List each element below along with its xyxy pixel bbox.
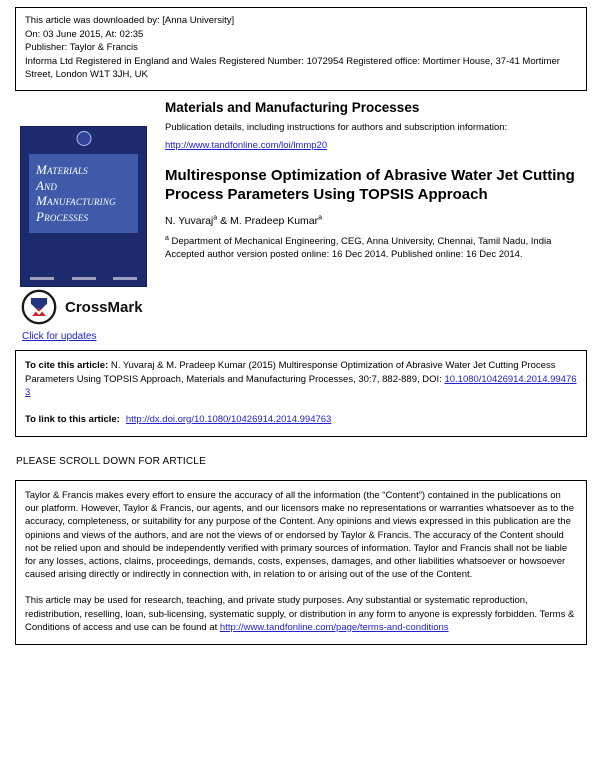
cite-label: To cite this article:	[25, 360, 109, 371]
article-authors	[165, 215, 587, 227]
publication-history: Accepted author version posted online: 16 Dec 2014. Published online: 16 Dec 2014.	[165, 248, 523, 260]
taylor-francis-logo-icon	[76, 131, 91, 146]
crossmark-icon	[21, 289, 57, 325]
cover-footer-bar	[72, 277, 96, 280]
cover-title-line: Materials	[36, 162, 88, 177]
download-datetime-line: On: 03 June 2015, At: 02:35	[25, 28, 144, 40]
cover-footer-bar	[30, 277, 54, 280]
scroll-down-notice: PLEASE SCROLL DOWN FOR ARTICLE	[16, 456, 206, 467]
usage-terms-text: This article may be used for research, teaching, and private study purposes. Any substantial or systematic reproduction, redistribution, reselling, loan, sub-licensing, systematic supply, or distribution in any form to anyone is expressly forbidden. Terms & Conditions of access and use can be found at	[25, 595, 575, 633]
usage-terms-paragraph	[25, 594, 577, 634]
publisher-line: Publisher: Taylor & Francis	[25, 42, 138, 53]
journal-cover-title-panel	[29, 154, 138, 233]
affiliation-marker: a	[165, 234, 169, 242]
download-notice-box	[15, 7, 587, 91]
journal-info-section	[165, 100, 587, 261]
cite-paragraph	[25, 359, 577, 400]
article-url-link[interactable]: http://dx.doi.org/10.1080/10426914.2014.994763	[125, 413, 332, 425]
cover-title-line: Manufacturing	[36, 193, 116, 208]
disclaimer-box	[15, 480, 587, 645]
click-for-updates-link[interactable]: Click for updates	[22, 331, 97, 342]
cover-footer-bar	[113, 277, 137, 280]
link-label: To link to this article:	[25, 413, 120, 425]
crossmark-badge[interactable]	[21, 289, 143, 325]
terms-and-conditions-link[interactable]: http://www.tandfonline.com/page/terms-and-conditions	[219, 621, 449, 633]
crossmark-wordmark: CrossMark	[65, 298, 143, 316]
author-separator: &	[217, 214, 230, 227]
journal-homepage-link[interactable]: http://www.tandfonline.com/loi/lmmp20	[165, 139, 328, 151]
affiliation-text: Department of Mechanical Engineering, CEG, Anna University, Chennai, Tamil Nadu, India	[168, 235, 552, 247]
registration-line: Informa Ltd Registered in England and Wales Registered Number: 1072954 Registered office: Mortimer House, 37-41 Mortimer Street, London W1T 3JH, UK	[25, 55, 560, 80]
cite-text: N. Yuvaraj & M. Pradeep Kumar (2015) Multiresponse Optimization of Abrasive Water Jet Cutting Process Parameters Using TOPSIS Approach, Materials and Manufacturing Processes, 30:7, 882-889, DOI:	[25, 360, 556, 385]
downloaded-by-line: This article was downloaded by: [Anna University]	[25, 15, 235, 26]
article-title: Multiresponse Optimization of Abrasive Water Jet Cutting Process Parameters Using TOPSIS Approach	[165, 166, 575, 203]
citation-box	[15, 350, 587, 437]
journal-name: Materials and Manufacturing Processes	[165, 100, 420, 115]
author-name: M. Pradeep Kumar	[230, 214, 319, 227]
cover-title-line: And	[36, 177, 58, 193]
journal-cover-image	[20, 126, 147, 287]
publication-details-text: Publication details, including instructions for authors and subscription information:	[165, 122, 508, 133]
link-paragraph	[25, 413, 577, 427]
author-name: N. Yuvaraj	[165, 214, 214, 227]
doi-link[interactable]: 10.1080/10426914.2014.994763	[25, 373, 577, 398]
affiliation-marker: a	[213, 214, 218, 221]
disclaimer-paragraph: Taylor & Francis makes every effort to ensure the accuracy of all the information (the “Content”) contained in the publications on our platform. However, Taylor & Francis, our agents, and our licensors make no representations or warranties whatsoever as to the accuracy, completeness, or suitability for any purpose of the Content. Any opinions and views expressed in this publication are the opinions and views of the authors, and are not the views of or endorsed by Taylor & Francis. The accuracy of the Content should not be relied upon and should be independently verified with primary sources of information. Taylor and Francis shall not be liable for any losses, actions, claims, proceedings, demands, costs, expenses, damages, and other liabilities whatsoever or howsoever caused arising directly or indirectly in connection with, in relation to or arising out of the use of the Content.	[25, 490, 574, 581]
author-affiliation	[165, 235, 587, 248]
cover-footer-decoration	[30, 277, 137, 280]
affiliation-marker: a	[318, 214, 323, 221]
cover-title-line: Processes	[36, 208, 89, 224]
